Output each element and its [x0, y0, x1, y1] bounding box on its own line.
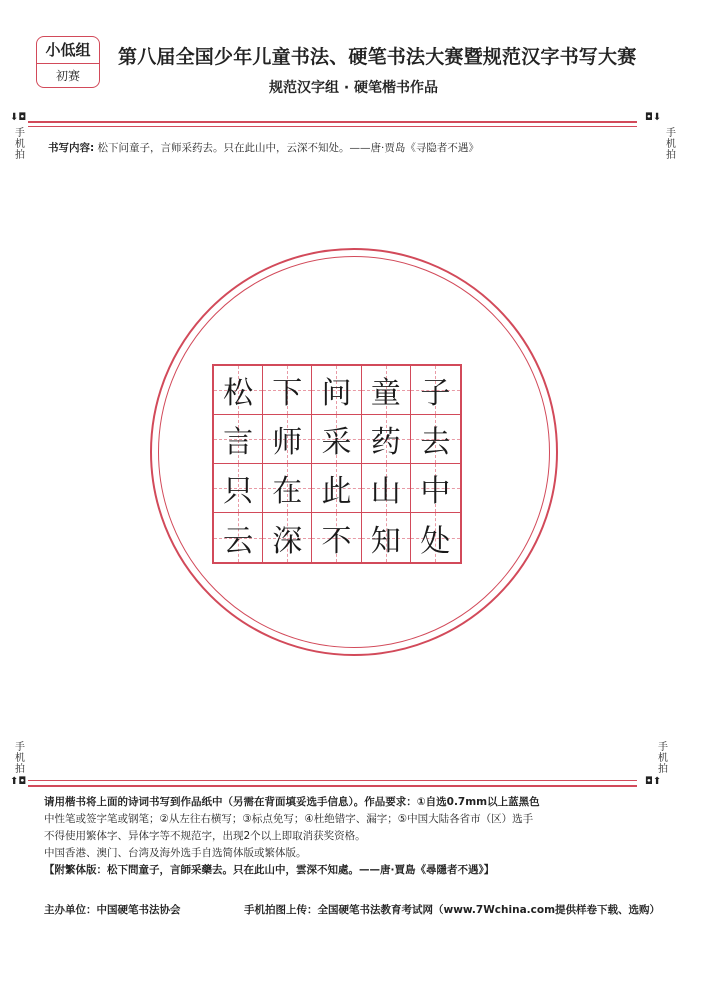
grid-cell: 知: [362, 513, 411, 562]
grid-cell: 去: [411, 415, 460, 464]
grid-cell: 山: [362, 464, 411, 513]
group-label: 小低组: [37, 37, 99, 64]
grid-cell: 在: [263, 464, 312, 513]
grid-cell: 此: [312, 464, 361, 513]
instruction-line: 中性笔或签字笔或钢笔；②从左往右横写；③标点免写；④杜绝错字、漏字；⑤中国大陆各省市（区）选手: [44, 813, 534, 825]
grid-cell: 药: [362, 415, 411, 464]
grid-cell: 问: [312, 366, 361, 415]
grid-cell: 下: [263, 366, 312, 415]
page-title: 第八届全国少年儿童书法、硬笔书法大赛暨规范汉字书写大赛: [118, 46, 637, 68]
side-label-top-right: 手 机 拍: [666, 128, 676, 161]
grid-cell: 只: [214, 464, 263, 513]
grid-cell: 云: [214, 513, 263, 562]
side-label-top-left: 手 机 拍: [15, 128, 25, 161]
organizer-text: 主办单位：中国硬笔书法协会: [44, 904, 181, 916]
side-label-bottom-left: 手 机 拍: [15, 742, 25, 775]
grid-cell: 采: [312, 415, 361, 464]
grid-cell: 童: [362, 366, 411, 415]
grid-cell: 言: [214, 415, 263, 464]
instruction-line: 中国香港、澳门、台湾及海外选手自选简体版或繁体版。: [44, 847, 307, 859]
round-label: 初赛: [55, 69, 80, 83]
grid-cell: 师: [263, 415, 312, 464]
top-rule-thick: [28, 121, 637, 123]
grid-cell: 深: [263, 513, 312, 562]
grid-cell: 中: [411, 464, 460, 513]
bottom-rule-thin: [28, 780, 637, 781]
side-label-bottom-right: 手 机 拍: [658, 742, 668, 775]
grid-cell: 松: [214, 366, 263, 415]
grid-cell: 子: [411, 366, 460, 415]
grid-cell: 不: [312, 513, 361, 562]
instruction-line: 请用楷书将上面的诗词书写到作品纸中（另需在背面填妥选手信息）。作品要求：①自选0.7mm以上蓝黑色: [44, 796, 540, 808]
calligraphy-grid: [212, 364, 462, 564]
writing-content-label: 书写内容:: [48, 142, 95, 154]
writing-content-text: 松下问童子，言师采药去。只在此山中，云深不知处。——唐·贾岛《寻隐者不遇》: [97, 142, 479, 154]
top-rule-thin: [28, 126, 637, 127]
page-subtitle: 规范汉字组 · 硬笔楷书作品: [268, 80, 439, 96]
camera-icon-top-right: ◘⬇: [645, 112, 662, 123]
camera-icon-top-left: ⬇◘: [10, 112, 27, 123]
upload-text: 手机拍图上传：全国硬笔书法教育考试网（www.7Wchina.com提供样卷下载、选购）: [244, 904, 661, 916]
camera-icon-bottom-right: ◘⬆: [645, 776, 662, 787]
instructions-block: [44, 794, 664, 879]
instruction-line: 不得使用繁体字、异体字等不规范字，出现2个以上即取消获奖资格。: [44, 830, 366, 842]
instruction-line: 【附繁体版：松下問童子，言師采藥去。只在此山中，雲深不知處。——唐·賈島《尋隱者不遇》】: [44, 864, 495, 876]
grid-cell: 处: [411, 513, 460, 562]
bottom-rule-thick: [28, 785, 637, 787]
camera-icon-bottom-left: ⬆◘: [10, 776, 27, 787]
writing-content-line: [48, 140, 479, 155]
